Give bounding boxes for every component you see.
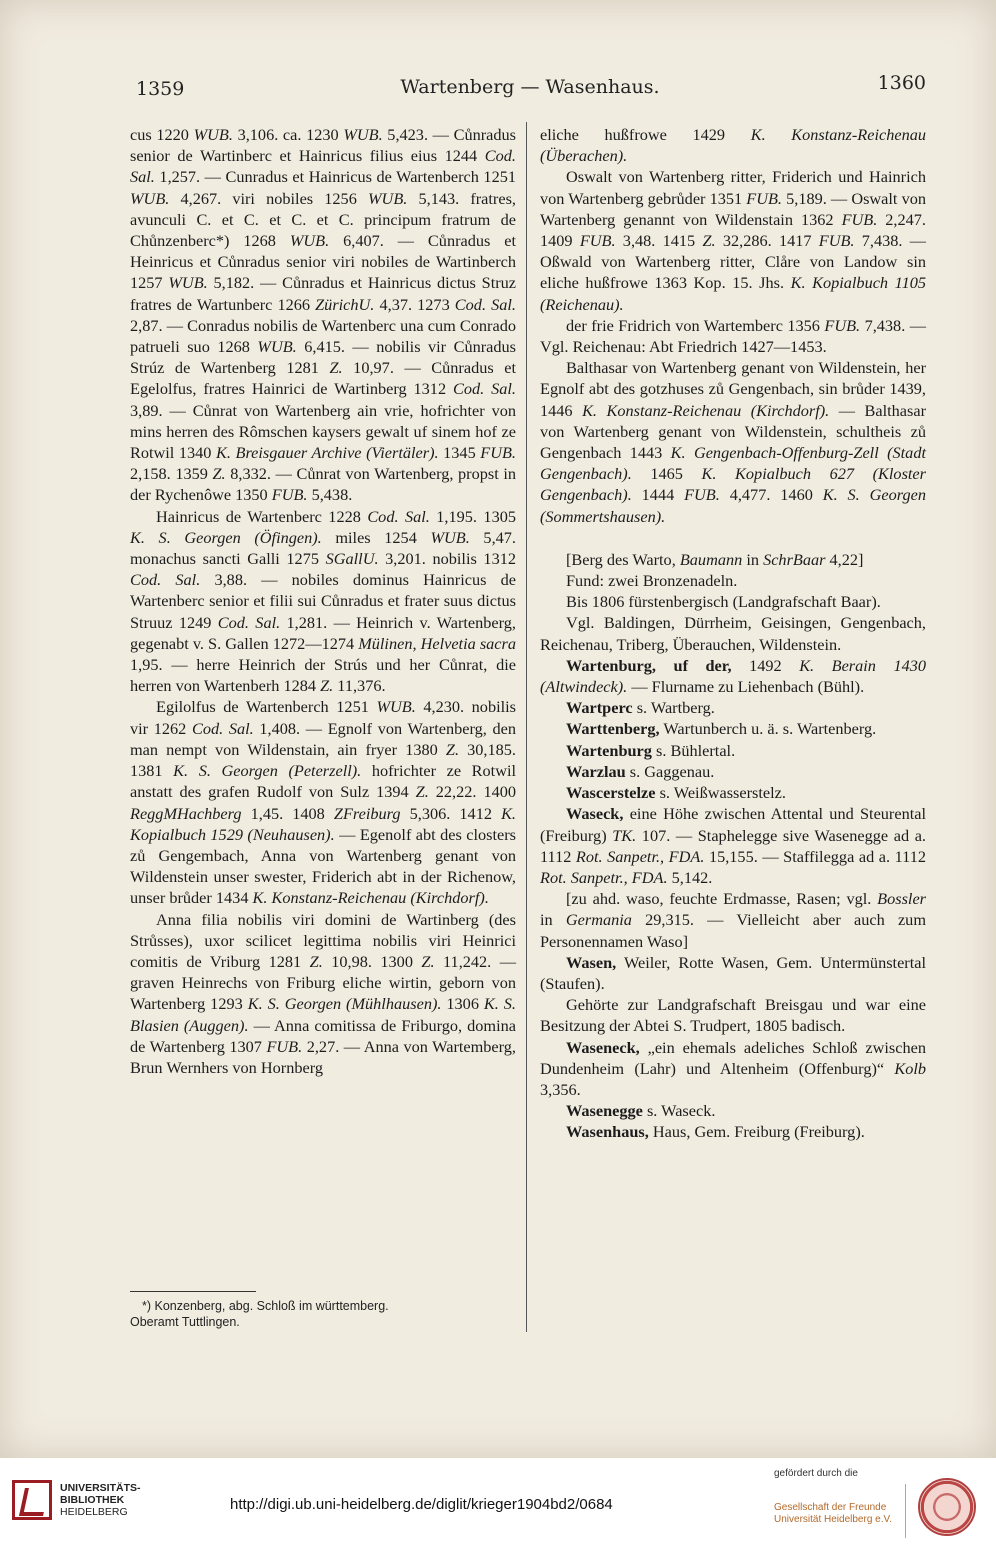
entry-headword: Wartperc s. Wartberg. (566, 698, 715, 718)
sponsor-name[interactable]: Gesellschaft der Freunde Universität Heidelberg e.V. (774, 1502, 893, 1525)
paragraph: Vgl. Baldingen, Dürrheim, Geisingen, Gengenbach, Reichenau, Triberg, Überauchen, Wildenstein. (540, 613, 926, 654)
entry-headword: Wartenburg, uf der, 1492 K. Berain 1430 (Altwindeck). — Flurname zu Liehenbach (Bühl). (540, 655, 927, 697)
column-divider (526, 122, 527, 1332)
footnote (130, 1298, 520, 1330)
permalink-url[interactable]: http://digi.ub.uni-heidelberg.de/diglit/krieger1904bd2/0684 (230, 1496, 613, 1513)
entry-headword: Wasenegge s. Waseck. (566, 1101, 716, 1121)
footer-divider (905, 1484, 906, 1538)
paragraph: Anna filia nobilis viri domini de Wartinberg (des Strůsses), uxor scilicet legittima nobilis viri Heinrici comitis de Vriburg 1281 Z. 10,98. 1300 Z. 11,242. — graven Heinrechs von Friburg eliche wirtin, geborn von Wartenberg 1293 K. S. Georgen (Mühlhausen). 1306 K. S. Blasien (Auggen). — Anna comitissa de Friburgo, domina de Wartenberg 1307 FUB. 2,27. — Anna von Wartemberg, Brun Wernhers von Hornberg (130, 909, 516, 1077)
paragraph: der frie Fridrich von Wartemberc 1356 FUB. 7,438. — Vgl. Reichenau: Abt Friedrich 1427—1453. (540, 315, 926, 357)
entry-headword: Wasen, Weiler, Rotte Wasen, Gem. Untermünstertal (Staufen). (540, 952, 926, 993)
footnote-rule (130, 1291, 256, 1292)
entry-headword: Waseneck, „ein ehemals adeliches Schloß zwischen Dundenheim (Lahr) und Altenheim (Offenburg)“ Kolb 3,356. (540, 1037, 926, 1099)
paragraph: [zu ahd. waso, feuchte Erdmasse, Rasen; vgl. Bossler in Germania 29,315. — Vielleicht aber auch zum Personennamen Waso] (540, 889, 926, 951)
entry-headword: Warzlau s. Gaggenau. (566, 761, 715, 781)
page-number-right: 1360 (877, 72, 926, 94)
paragraph: Fund: zwei Bronzenadeln. (566, 571, 738, 591)
paragraph: Balthasar von Wartenberg genant von Wildenstein, her Egnolf abt des gotzhuses zů Gengenbach, sin brůder 1439, 1446 K. Konstanz-Reichenau (Kirchdorf). — Balthasar von Wartenberg genant von Wildenstein, schultheis zů Gengenbach 1443 K. Gengenbach-Offenburg-Zell (Stadt Gengenbach). 1465 K. Kopialbuch 627 (Kloster Gengenbach). 1444 FUB. 4,477. 1460 K. S. Georgen (Sommertshausen). (540, 358, 927, 526)
university-library-name[interactable]: UNIVERSITÄTS- BIBLIOTHEK HEIDELBERG (60, 1482, 141, 1518)
viewer-footer (0, 1458, 996, 1550)
university-seal-icon (918, 1478, 976, 1536)
sponsor-label: gefördert durch die (774, 1468, 858, 1479)
entry-headword: Waseck, eine Höhe zwischen Attental und Steurental (Freiburg) TK. 107. — Staphelegge sive Wasenegge ad a. 1112 Rot. Sanpetr., FDA. 15,155. — Staffilegga ad a. 1112 Rot. Sanpetr., FDA. 5,142. (540, 804, 926, 887)
entry-headword: Warttenberg, Wartunberch u. ä. s. Wartenberg. (566, 719, 877, 739)
running-title: Wartenberg — Wasenhaus. (400, 76, 660, 98)
footnote-line: Oberamt Tuttlingen. (130, 1315, 240, 1329)
running-header (130, 72, 930, 102)
paragraph: cus 1220 WUB. 3,106. ca. 1230 WUB. 5,423. — Cůnradus senior de Wartinberc et Hainricus filius eius 1244 Cod. Sal. 1,257. — Cunradus et Hainricus de Wartenberch 1251 WUB. 4,267. viri nobiles 1256 WUB. 5,143. fratres, avunculi C. et C. et C. et C. principum fratrum de Chůnzenberc*) 1268 WUB. 6,407. — Cůnradus et Heinricus et Cůnradus senior viri nobiles de Wartinberch 1257 WUB. 5,182. — Cůnradus et Hainricus dictus Struz fratres de Wartunberc 1266 ZürichU. 4,37. 1273 Cod. Sal. 2,87. — Conradus nobilis de Wartenberc una cum Conrado patrueli suo 1268 WUB. 6,415. — nobilis vir Cůnradus Strúz de Wartenberg 1281 Z. 10,97. — Cůnradus et Egelolfus, fratres Hainrici de Wartinberg 1312 Cod. Sal. 3,89. — Cůnrat von Wartenberg ain vrie, hofrichter von mins herren des Rômschen kaysers gewalt uf sinem hof ze Rotwil 1340 K. Breisgauer Archive (Viertäler). 1345 FUB. 2,158. 1359 Z. 8,332. — Cůnrat von Wartenberg, propst in der Rychenôwe 1350 FUB. 5,438. (130, 125, 517, 505)
paragraph: eliche hußfrowe 1429 K. Konstanz-Reichenau (Überachen). (540, 125, 927, 166)
paragraph: [Berg des Warto, Baumann in SchrBaar 4,22] (566, 549, 864, 569)
footnote-line: *) Konzenberg, abg. Schloß im württemberg. (142, 1299, 389, 1313)
left-column (130, 124, 516, 1078)
entry-headword: Wascerstelze s. Weißwasserstelz. (566, 783, 786, 803)
page-number-left: 1359 (136, 78, 185, 100)
right-column (540, 124, 926, 1143)
entry-headword: Wartenburg s. Bühlertal. (566, 740, 736, 760)
entry-headword: Wasenhaus, Haus, Gem. Freiburg (Freiburg). (566, 1122, 865, 1142)
paragraph: Hainricus de Wartenberc 1228 Cod. Sal. 1,195. 1305 K. S. Georgen (Öfingen). miles 1254 WUB. 5,47. monachus sancti Galli 1275 SGallU. 3,201. nobilis 1312 Cod. Sal. 3,88. — nobiles dominus Hainricus de Wartenberc senior et filii sui Cůnradus et frater suus dictus Struuz 1249 Cod. Sal. 1,281. — Heinrich v. Wartenberg, gegenabt v. S. Gallen 1272—1274 Mülinen, Helvetia sacra 1,95. — herre Heinrich der Strús und her Cůnrat, die herren von Wartenberh 1284 Z. 11,376. (130, 506, 516, 696)
university-logo-icon[interactable] (12, 1480, 52, 1520)
paragraph: Gehörte zur Landgrafschaft Breisgau und war eine Besitzung der Abtei S. Trudpert, 1805 badisch. (540, 995, 926, 1036)
paragraph: Oswalt von Wartenberg ritter, Friderich und Hainrich von Wartenberg gebrůder 1351 FUB. 5,189. — Oswalt von Wartenberg genannt von Wildenstain 1362 FUB. 2,247. 1409 FUB. 3,48. 1415 Z. 32,286. 1417 FUB. 7,438. — Oßwald von Wartenberg ritter, Clåre von Landow sin eliche hußfrowe 1363 Kop. 15. Jhs. K. Kopialbuch 1105 (Reichenau). (540, 167, 926, 314)
paragraph: Bis 1806 fürstenbergisch (Landgrafschaft Baar). (566, 592, 881, 612)
paragraph: Egilolfus de Wartenberch 1251 WUB. 4,230. nobilis vir 1262 Cod. Sal. 1,408. — Egnolf von Wartenberg, den man nempt von Wildenstain, ain fryer 1380 Z. 30,185. 1381 K. S. Georgen (Peterzell). hofrichter ze Rotwil anstatt des grafen Rudolf von Sulz 1394 Z. 22,22. 1400 ReggMHachberg 1,45. 1408 ZFreiburg 5,306. 1412 K. Kopialbuch 1529 (Neuhausen). — Egenolf abt des closters zů Gengembach, Anna von Wartenberg genant von Wildenstein unser swester, Friderich abt in der Richenow, unser brůder 1434 K. Konstanz-Reichenau (Kirchdorf). (130, 697, 517, 908)
